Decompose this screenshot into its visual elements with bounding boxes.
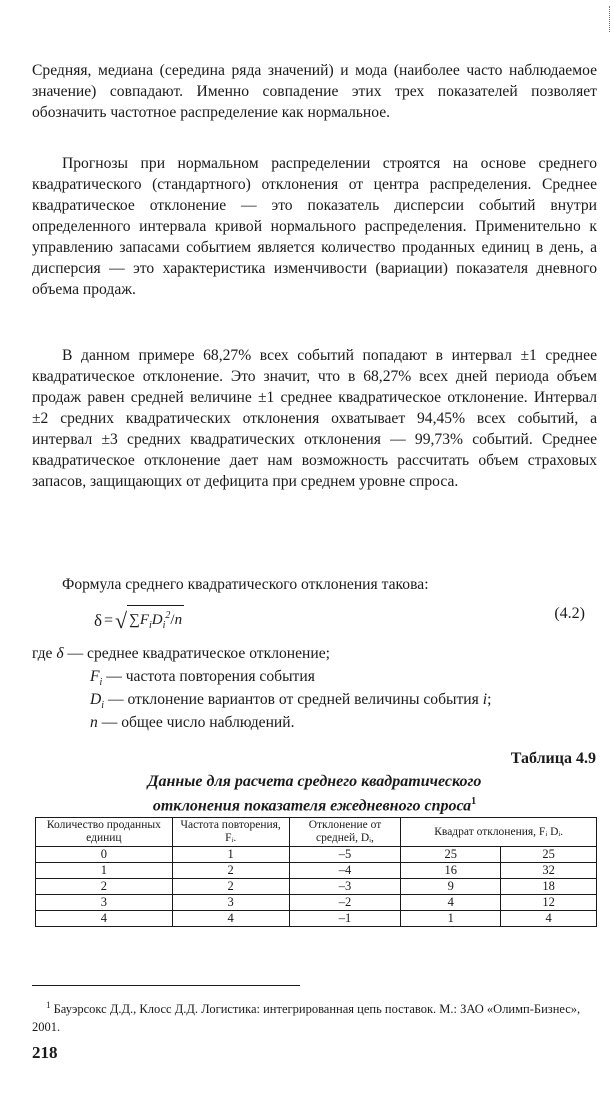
formula-equals: = (104, 611, 114, 629)
formula-sum: ∑ (129, 612, 140, 628)
table-cell: 2 (172, 863, 289, 879)
table-cell: 32 (501, 863, 597, 879)
formula-f-sub: i (149, 620, 152, 631)
data-table (35, 817, 597, 927)
square-root-icon: √ (115, 607, 128, 633)
table-row (36, 847, 597, 863)
legend-delta-symbol: δ (56, 645, 64, 662)
table-header-cell: Отклонение от средней, Dᵢ, (289, 818, 401, 847)
legend-n-desc: — общее число наблюдений. (101, 714, 295, 731)
table-title-line-2-text: отклонения показателя ежедневного спроса (152, 797, 472, 815)
formula-expression (94, 605, 184, 636)
table-header-cell: Частота повторения, Fᵢ. (172, 818, 289, 847)
legend-where: где (32, 645, 53, 662)
legend-n (90, 712, 295, 733)
margin-mark (603, 6, 610, 32)
table-footnote-mark: 1 (471, 796, 477, 807)
legend-f-symbol: F (90, 668, 100, 685)
legend-d-sub: i (101, 700, 105, 712)
formula-d: D (151, 612, 163, 628)
table-cell: –4 (289, 863, 401, 879)
table-cell: 9 (401, 879, 501, 895)
table-cell: –1 (289, 911, 401, 927)
legend-d-desc: — отклонение вариантов от средней величины события (107, 691, 479, 708)
table-cell: 4 (401, 895, 501, 911)
table-title-line-2 (32, 792, 597, 816)
paragraph-3: В данном примере 68,27% всех событий попадают в интервал ±1 среднее квадратическое отклонение. Это значит, что в 68,27% всех дней периода объем продаж равен средней величине ±1 среднее квадратическое отклонение. Интервал ±2 средних квадратических отклонения охватывает 94,45% всех событий, а интервал ±3 средних квадратических отклонения — 99,73% событий. Среднее квадратическое отклонение дает нам возможность рассчитать объем страховых запасов, защищающих от дефицита при среднем уровне спроса. (32, 347, 597, 490)
table-header-row (36, 818, 597, 847)
legend-delta-desc: — среднее квадратическое отклонение; (67, 645, 330, 662)
table-title-line-1: Данные для расчета среднего квадратического (147, 773, 482, 790)
table-cell: 25 (501, 847, 597, 863)
table-header-cell: Количество проданных единиц (36, 818, 173, 847)
formula-divide: / (170, 612, 175, 628)
formula-f: F (139, 612, 149, 628)
legend-d-symbol: D (90, 691, 102, 708)
footnote (32, 996, 597, 1036)
legend-n-symbol: n (90, 714, 98, 731)
table-cell: 3 (172, 895, 289, 911)
table-row (36, 895, 597, 911)
table-cell: –3 (289, 879, 401, 895)
table-row (36, 879, 597, 895)
table-number: Таблица 4.9 (510, 750, 596, 767)
footnote-mark: 1 (46, 1000, 51, 1010)
legend-d-end: ; (487, 691, 492, 708)
formula-n: n (174, 612, 183, 628)
table-title (32, 772, 597, 816)
table-cell: 1 (36, 863, 173, 879)
table-cell: –5 (289, 847, 401, 863)
table-cell: 1 (172, 847, 289, 863)
formula-d-sub: i (162, 620, 166, 631)
legend-delta (32, 643, 330, 664)
table-row (36, 863, 597, 879)
formula-delta: δ (94, 610, 103, 630)
equation-number: (4.2) (554, 605, 585, 622)
table-cell: 2 (36, 879, 173, 895)
table-cell: 25 (401, 847, 501, 863)
legend-f-sub: i (99, 677, 103, 689)
legend-f-desc: — частота повторения события (106, 668, 315, 685)
table-cell: 16 (401, 863, 501, 879)
paragraph-1: Средняя, медиана (середина ряда значений) и мода (наиболее часто наблюдаемое значение) совпадают. Именно совпадение этих трех показателей позволяет обозначить частотное распределение как нормальное. (32, 62, 597, 121)
table-cell: 4 (36, 911, 173, 927)
paragraph-2: Прогнозы при нормальном распределении строятся на основе среднего квадратического (стандартного) отклонения от центра распределения. Среднее квадратическое отклонение — это показатель дисперсии событий внутри определенного интервала кривой нормального распределения. Применительно к управлению запасами событием является количество проданных единиц в день, а дисперсия — это характеристика изменчивости (вариации) показателя дневного объема продаж. (32, 155, 597, 298)
table-cell: 18 (501, 879, 597, 895)
footnote-divider (32, 985, 300, 986)
paragraph-4: Формула среднего квадратического отклонения такова: (62, 576, 429, 593)
table-row (36, 911, 597, 927)
table-cell: 2 (172, 879, 289, 895)
table-cell: 1 (401, 911, 501, 927)
legend-d-tail: i (482, 691, 488, 708)
formula-4-2 (32, 603, 597, 633)
formula-radicand (127, 605, 184, 636)
footnote-text: Бауэрсокс Д.Д., Клосс Д.Д. Логистика: интегрированная цепь поставок. М.: ЗАО «Олимп-Бизнес», 2001. (32, 1002, 581, 1035)
page-number: 218 (32, 1043, 58, 1062)
table-cell: 12 (501, 895, 597, 911)
table-cell: 0 (36, 847, 173, 863)
table-cell: 3 (36, 895, 173, 911)
table-cell: –2 (289, 895, 401, 911)
table-cell: 4 (501, 911, 597, 927)
formula-d-sup: 2 (165, 610, 171, 621)
table-cell: 4 (172, 911, 289, 927)
table-header-cell: Квадрат отклонения, Fᵢ Dᵢ. (401, 818, 597, 847)
